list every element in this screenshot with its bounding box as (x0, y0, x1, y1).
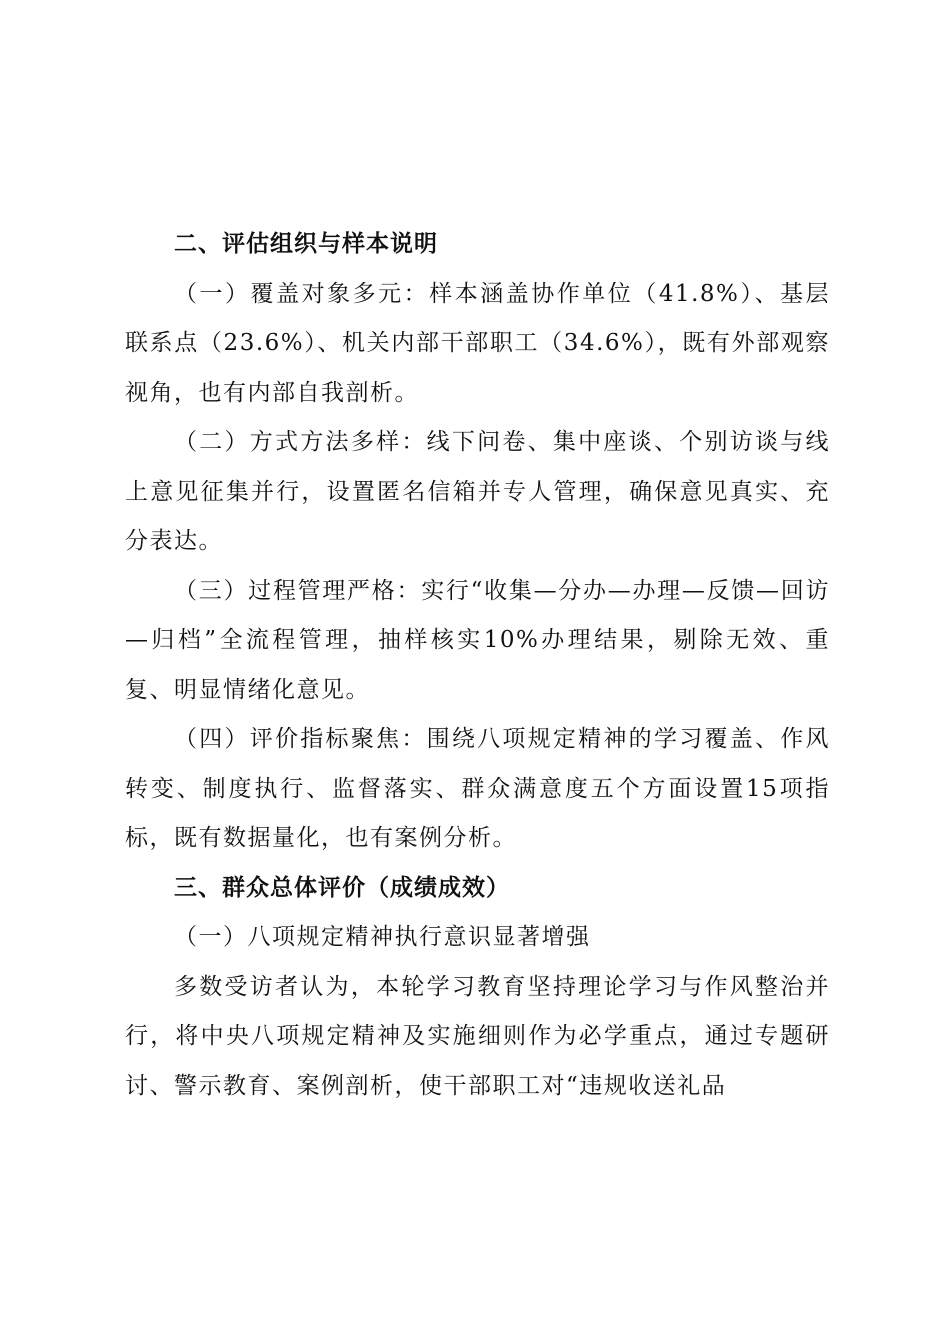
section-2-item-3: （三）过程管理严格：实行“收集—分办—办理—反馈—回访—归档”全流程管理，抽样核实10%办理结果，剔除无效、重复、明显情绪化意见。 (125, 577, 830, 703)
section-3-subheading: （一）八项规定精神执行意识显著增强 (174, 924, 591, 950)
document-body (125, 220, 830, 1111)
section-2-item-4: （四）评价指标聚焦：围绕八项规定精神的学习覆盖、作风转变、制度执行、监督落实、群众满意度五个方面设置15项指标，既有数据量化，也有案例分析。 (125, 726, 830, 851)
section-3-paragraph-1: 多数受访者认为，本轮学习教育坚持理论学习与作风整治并行，将中央八项规定精神及实施细则作为必学重点，通过专题研讨、警示教育、案例剖析，使干部职工对“违规收送礼品 (125, 973, 830, 1099)
section-2-item-2: （二）方式方法多样：线下问卷、集中座谈、个别访谈与线上意见征集并行，设置匿名信箱并专人管理，确保意见真实、充分表达。 (125, 429, 830, 554)
section-3-heading: 三、群众总体评价（成绩成效） (174, 874, 510, 901)
section-2-heading: 二、评估组织与样本说明 (174, 231, 438, 257)
section-2-item-1: （一）覆盖对象多元：样本涵盖协作单位（41.8%）、基层联系点（23.6%）、机关内部干部职工（34.6%），既有外部观察视角，也有内部自我剖析。 (125, 280, 830, 406)
